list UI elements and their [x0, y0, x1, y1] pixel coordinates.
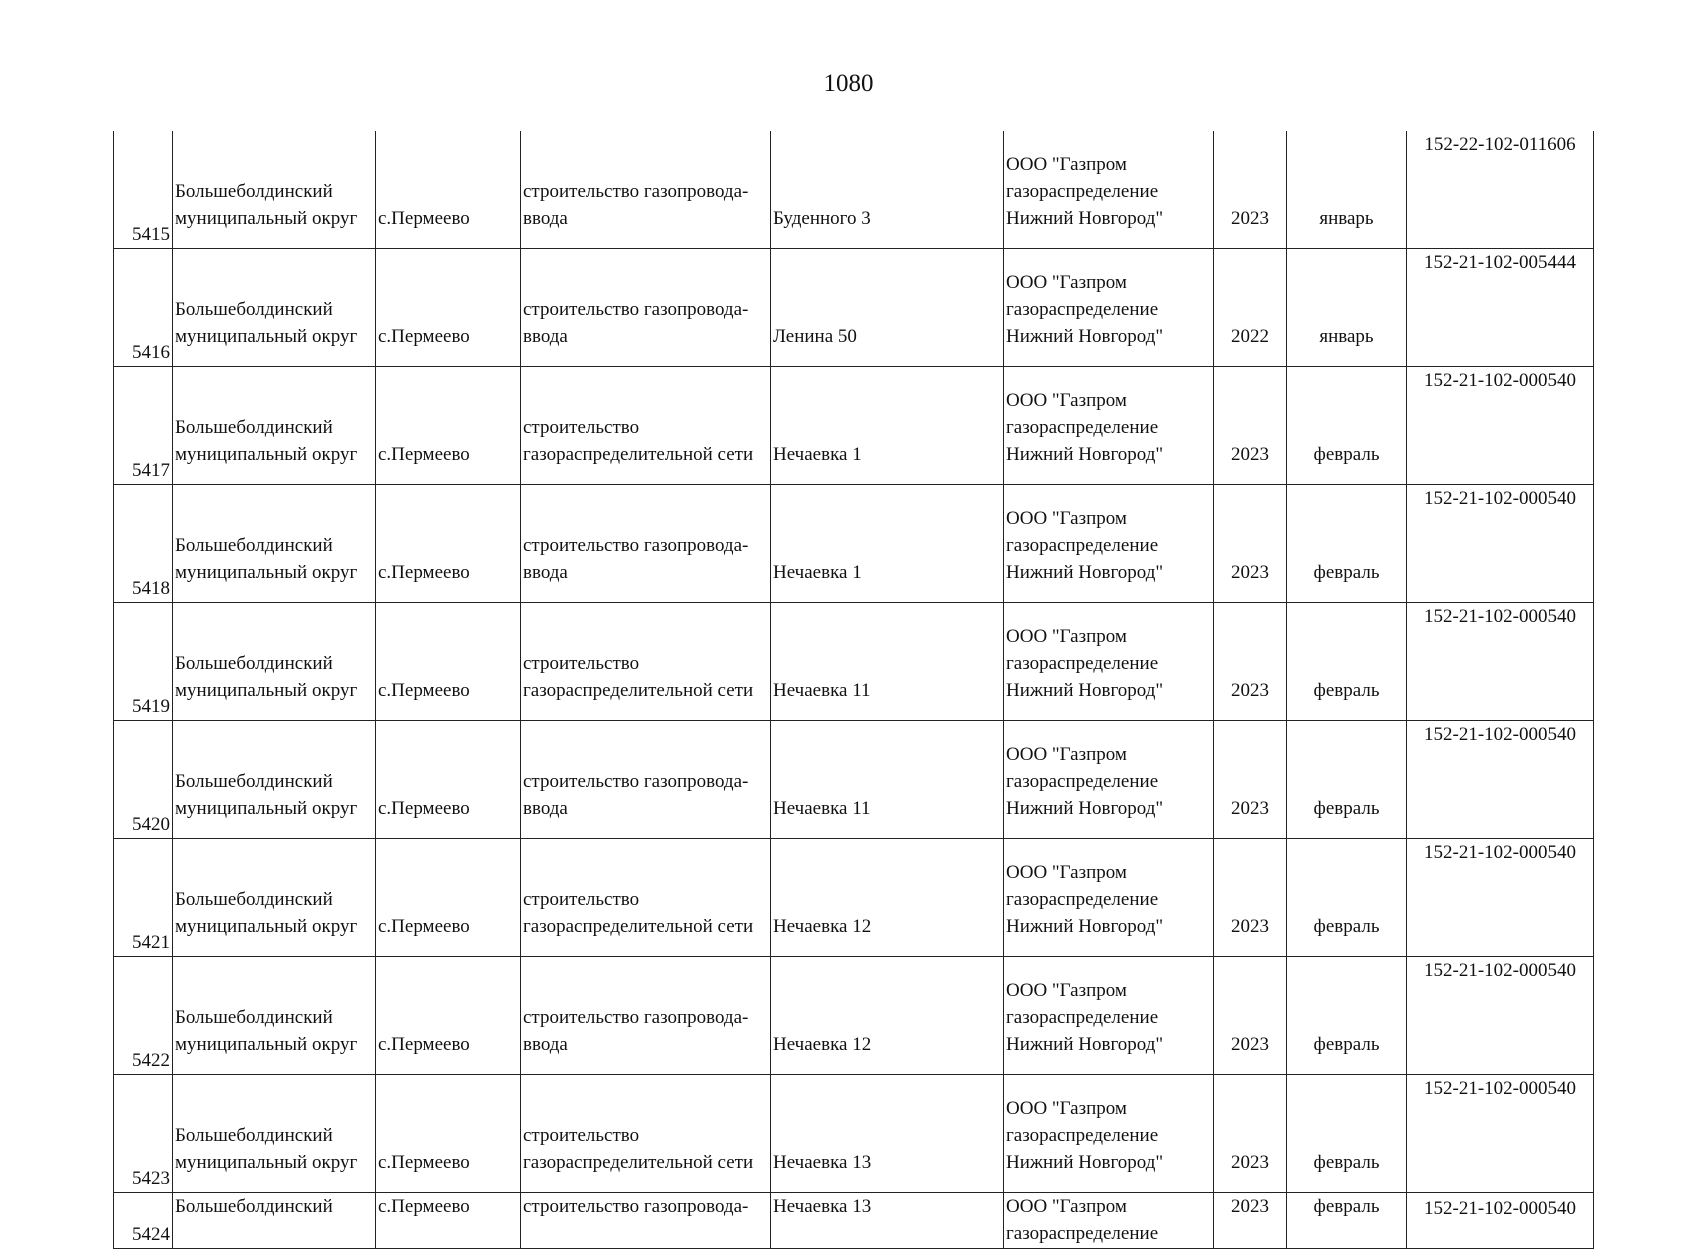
- district-line: муниципальный округ: [175, 326, 358, 347]
- year-cell: 2023: [1214, 1075, 1287, 1193]
- table-row: [114, 1075, 1594, 1193]
- organization-cell: [1004, 1075, 1214, 1193]
- district-line: муниципальный округ: [175, 444, 358, 465]
- organization-line: ООО "Газпром: [1006, 1098, 1127, 1119]
- row-number-cell: 5423: [114, 1075, 173, 1193]
- organization-line: газораспределение: [1006, 299, 1159, 320]
- organization-cell: [1004, 367, 1214, 485]
- locality-cell: с.Пермеево: [376, 131, 521, 249]
- organization-line: газораспределение: [1006, 1223, 1159, 1244]
- table-row: [114, 1193, 1594, 1249]
- organization-cell: [1004, 957, 1214, 1075]
- address-cell: Нечаевка 1: [771, 485, 1004, 603]
- organization-line: ООО "Газпром: [1006, 626, 1127, 647]
- work-type-line: газораспределительной сети: [523, 444, 754, 465]
- district-line: Большеболдинский: [175, 1125, 333, 1146]
- work-type-cell: [521, 1075, 771, 1193]
- address-cell: Ленина 50: [771, 249, 1004, 367]
- table-row: [114, 957, 1594, 1075]
- month-cell: февраль: [1287, 485, 1407, 603]
- district-line: Большеболдинский: [175, 1007, 333, 1028]
- locality-cell: с.Пермеево: [376, 485, 521, 603]
- locality-cell: с.Пермеево: [376, 603, 521, 721]
- locality-cell: с.Пермеево: [376, 1193, 521, 1249]
- registration-number-cell: 152-21-102-000540: [1407, 367, 1594, 485]
- organization-line: Нижний Новгород": [1006, 916, 1164, 937]
- organization-cell: [1004, 603, 1214, 721]
- work-type-line: ввода: [523, 1034, 568, 1055]
- district-cell: [173, 249, 376, 367]
- work-type-cell: [521, 131, 771, 249]
- work-type-line: строительство: [523, 889, 640, 910]
- work-type-line: строительство газопровода-: [523, 1196, 749, 1217]
- work-type-cell: [521, 721, 771, 839]
- row-number-cell: 5417: [114, 367, 173, 485]
- work-type-line: строительство: [523, 417, 640, 438]
- work-type-line: строительство газопровода-: [523, 771, 749, 792]
- table-row: [114, 721, 1594, 839]
- organization-line: ООО "Газпром: [1006, 390, 1127, 411]
- work-type-line: газораспределительной сети: [523, 1152, 754, 1173]
- month-cell: февраль: [1287, 957, 1407, 1075]
- district-line: муниципальный округ: [175, 798, 358, 819]
- district-cell: [173, 485, 376, 603]
- organization-cell: [1004, 131, 1214, 249]
- district-line: муниципальный округ: [175, 1152, 358, 1173]
- work-type-line: строительство газопровода-: [523, 181, 749, 202]
- work-type-line: ввода: [523, 798, 568, 819]
- organization-line: газораспределение: [1006, 535, 1159, 556]
- work-type-line: ввода: [523, 326, 568, 347]
- organization-line: газораспределение: [1006, 889, 1159, 910]
- month-cell: февраль: [1287, 839, 1407, 957]
- organization-line: ООО "Газпром: [1006, 862, 1127, 883]
- year-cell: 2023: [1214, 367, 1287, 485]
- row-number-cell: 5421: [114, 839, 173, 957]
- district-line: Большеболдинский: [175, 1196, 333, 1217]
- work-type-line: строительство газопровода-: [523, 535, 749, 556]
- locality-cell: с.Пермеево: [376, 1075, 521, 1193]
- year-cell: 2023: [1214, 839, 1287, 957]
- month-cell: февраль: [1287, 1075, 1407, 1193]
- locality-cell: с.Пермеево: [376, 721, 521, 839]
- district-line: Большеболдинский: [175, 181, 333, 202]
- district-cell: [173, 1075, 376, 1193]
- year-cell: 2023: [1214, 1193, 1287, 1249]
- organization-line: Нижний Новгород": [1006, 562, 1164, 583]
- locality-cell: с.Пермеево: [376, 249, 521, 367]
- work-type-cell: [521, 957, 771, 1075]
- month-cell: февраль: [1287, 367, 1407, 485]
- row-number-cell: 5416: [114, 249, 173, 367]
- organization-line: Нижний Новгород": [1006, 444, 1164, 465]
- work-type-cell: [521, 367, 771, 485]
- organization-line: газораспределение: [1006, 1125, 1159, 1146]
- gas-works-table: [113, 131, 1594, 1249]
- work-type-line: строительство: [523, 1125, 640, 1146]
- table-row: [114, 839, 1594, 957]
- year-cell: 2023: [1214, 485, 1287, 603]
- address-cell: Нечаевка 11: [771, 603, 1004, 721]
- work-type-cell: [521, 839, 771, 957]
- district-cell: [173, 839, 376, 957]
- organization-cell: [1004, 839, 1214, 957]
- district-cell: [173, 603, 376, 721]
- organization-line: Нижний Новгород": [1006, 1152, 1164, 1173]
- address-cell: Нечаевка 12: [771, 957, 1004, 1075]
- district-line: Большеболдинский: [175, 771, 333, 792]
- month-cell: февраль: [1287, 1193, 1407, 1249]
- row-number-cell: 5415: [114, 131, 173, 249]
- table-body: [114, 131, 1594, 1249]
- registration-number-cell: 152-21-102-000540: [1407, 603, 1594, 721]
- district-cell: [173, 957, 376, 1075]
- year-cell: 2023: [1214, 721, 1287, 839]
- registration-number-cell: 152-21-102-005444: [1407, 249, 1594, 367]
- district-line: муниципальный округ: [175, 680, 358, 701]
- locality-cell: с.Пермеево: [376, 367, 521, 485]
- organization-line: Нижний Новгород": [1006, 326, 1164, 347]
- locality-cell: с.Пермеево: [376, 957, 521, 1075]
- organization-cell: [1004, 485, 1214, 603]
- district-line: Большеболдинский: [175, 417, 333, 438]
- organization-line: газораспределение: [1006, 653, 1159, 674]
- year-cell: 2023: [1214, 957, 1287, 1075]
- registration-number-cell: 152-21-102-000540: [1407, 721, 1594, 839]
- organization-line: ООО "Газпром: [1006, 154, 1127, 175]
- district-line: муниципальный округ: [175, 1034, 358, 1055]
- organization-line: ООО "Газпром: [1006, 1196, 1127, 1217]
- registration-number-cell: 152-21-102-000540: [1407, 1075, 1594, 1193]
- table-row: [114, 249, 1594, 367]
- month-cell: январь: [1287, 249, 1407, 367]
- year-cell: 2023: [1214, 131, 1287, 249]
- work-type-line: строительство: [523, 653, 640, 674]
- district-cell: [173, 721, 376, 839]
- work-type-line: газораспределительной сети: [523, 916, 754, 937]
- organization-cell: [1004, 249, 1214, 367]
- organization-cell: [1004, 721, 1214, 839]
- page-number: 1080: [823, 70, 874, 97]
- organization-line: Нижний Новгород": [1006, 208, 1164, 229]
- organization-line: Нижний Новгород": [1006, 680, 1164, 701]
- district-line: муниципальный округ: [175, 916, 358, 937]
- district-line: Большеболдинский: [175, 535, 333, 556]
- month-cell: февраль: [1287, 603, 1407, 721]
- organization-line: ООО "Газпром: [1006, 272, 1127, 293]
- address-cell: Нечаевка 11: [771, 721, 1004, 839]
- organization-line: ООО "Газпром: [1006, 744, 1127, 765]
- address-cell: Нечаевка 1: [771, 367, 1004, 485]
- registration-number-cell: 152-21-102-000540: [1407, 957, 1594, 1075]
- row-number-cell: 5420: [114, 721, 173, 839]
- district-line: муниципальный округ: [175, 208, 358, 229]
- organization-line: газораспределение: [1006, 417, 1159, 438]
- work-type-cell: [521, 249, 771, 367]
- work-type-line: строительство газопровода-: [523, 1007, 749, 1028]
- month-cell: февраль: [1287, 721, 1407, 839]
- organization-line: газораспределение: [1006, 771, 1159, 792]
- work-type-line: ввода: [523, 208, 568, 229]
- table-row: [114, 485, 1594, 603]
- row-number-cell: 5419: [114, 603, 173, 721]
- work-type-line: строительство газопровода-: [523, 299, 749, 320]
- registration-number-cell: 152-21-102-000540: [1407, 485, 1594, 603]
- address-cell: Нечаевка 13: [771, 1193, 1004, 1249]
- locality-cell: с.Пермеево: [376, 839, 521, 957]
- district-line: Большеболдинский: [175, 299, 333, 320]
- work-type-cell: [521, 1193, 771, 1249]
- organization-line: Нижний Новгород": [1006, 1034, 1164, 1055]
- row-number-cell: 5418: [114, 485, 173, 603]
- district-line: муниципальный округ: [175, 562, 358, 583]
- organization-line: Нижний Новгород": [1006, 798, 1164, 819]
- year-cell: 2022: [1214, 249, 1287, 367]
- organization-line: ООО "Газпром: [1006, 508, 1127, 529]
- district-cell: [173, 131, 376, 249]
- district-cell: [173, 367, 376, 485]
- address-cell: Нечаевка 13: [771, 1075, 1004, 1193]
- district-line: Большеболдинский: [175, 653, 333, 674]
- address-cell: Нечаевка 12: [771, 839, 1004, 957]
- row-number-cell: 5422: [114, 957, 173, 1075]
- organization-cell: [1004, 1193, 1214, 1249]
- year-cell: 2023: [1214, 603, 1287, 721]
- organization-line: газораспределение: [1006, 1007, 1159, 1028]
- registration-number-cell: 152-22-102-011606: [1407, 131, 1594, 249]
- row-number-cell: 5424: [114, 1193, 173, 1249]
- month-cell: январь: [1287, 131, 1407, 249]
- district-line: Большеболдинский: [175, 889, 333, 910]
- district-cell: [173, 1193, 376, 1249]
- table-row: [114, 131, 1594, 249]
- registration-number-cell: 152-21-102-000540: [1407, 1193, 1594, 1249]
- work-type-cell: [521, 485, 771, 603]
- organization-line: газораспределение: [1006, 181, 1159, 202]
- work-type-cell: [521, 603, 771, 721]
- work-type-line: ввода: [523, 562, 568, 583]
- registration-number-cell: 152-21-102-000540: [1407, 839, 1594, 957]
- organization-line: ООО "Газпром: [1006, 980, 1127, 1001]
- table-row: [114, 367, 1594, 485]
- work-type-line: газораспределительной сети: [523, 680, 754, 701]
- table-row: [114, 603, 1594, 721]
- address-cell: Буденного 3: [771, 131, 1004, 249]
